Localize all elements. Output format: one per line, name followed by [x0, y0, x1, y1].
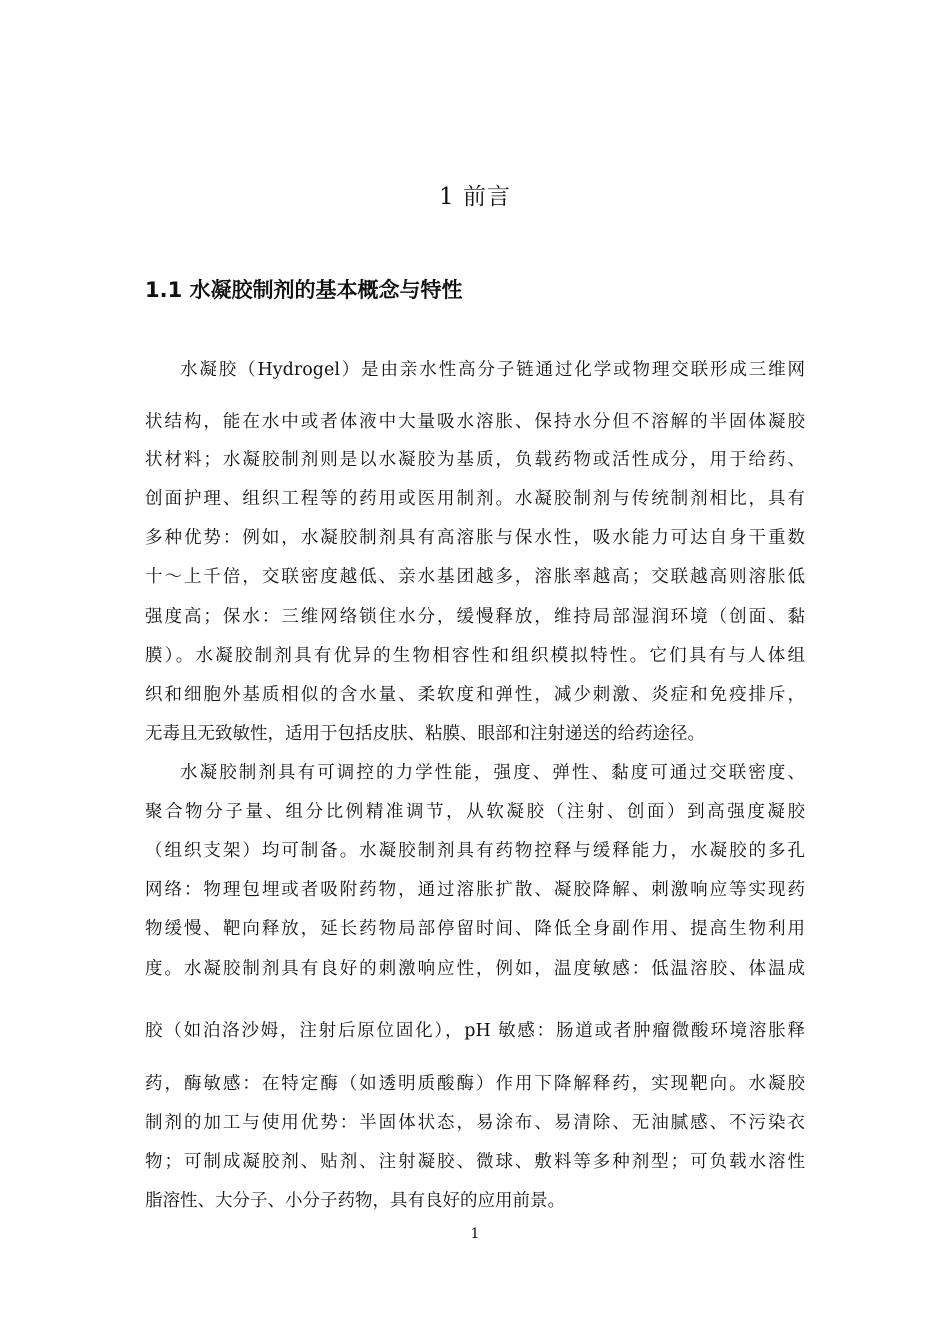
paragraph-line: 水凝胶（Hydrogel）是由亲水性高分子链通过化学或物理交联形成三维网: [180, 360, 805, 380]
paragraph-line: 无毒且无致敏性，适用于包括皮肤、粘膜、眼部和注射递送的给药途径。: [145, 724, 705, 744]
chapter-title: 1 前言: [439, 184, 511, 210]
paragraph-line: 胶（如泊洛沙姆，注射后原位固化），pH 敏感：肠道或者肿瘤微酸环境溶胀释: [145, 1021, 805, 1041]
paragraph-line: 水凝胶制剂具有可调控的力学性能，强度、弹性、黏度可通过交联密度、: [180, 763, 805, 783]
paragraph-line: 创面护理、组织工程等的药用或医用制剂。水凝胶制剂与传统制剂相比，具有: [145, 489, 805, 509]
paragraph-line: 十～上千倍，交联密度越低、亲水基团越多，溶胀率越高；交联越高则溶胀低: [145, 567, 805, 587]
paragraph-line: 状材料；水凝胶制剂则是以水凝胶为基质，负载药物或活性成分，用于给药、: [145, 450, 805, 470]
paragraph-line: 强度高；保水：三维网络锁住水分，缓慢释放，维持局部湿润环境（创面、黏: [145, 607, 805, 627]
paragraph-line: 物缓慢、靶向释放，延长药物局部停留时间、降低全身副作用、提高生物利用: [145, 919, 805, 939]
paragraph-line: 度。水凝胶制剂具有良好的刺激响应性，例如，温度敏感：低温溶胶、体温成: [145, 959, 805, 979]
page-number: 1: [470, 1226, 480, 1242]
paragraph-line: （组织支架）均可制备。水凝胶制剂具有药物控释与缓释能力，水凝胶的多孔: [145, 841, 805, 861]
paragraph-line: 网络：物理包埋或者吸附药物，通过溶胀扩散、凝胶降解、刺激响应等实现药: [145, 880, 805, 900]
paragraph-line: 物；可制成凝胶剂、贴剂、注射凝胶、微球、敷料等多种剂型；可负载水溶性: [145, 1152, 805, 1172]
paragraph-line: 药，酶敏感：在特定酶（如透明质酸酶）作用下降解释药，实现靶向。水凝胶: [145, 1074, 805, 1094]
section-title: 1.1 水凝胶制剂的基本概念与特性: [145, 278, 463, 302]
paragraph-line: 聚合物分子量、组分比例精准调节，从软凝胶（注射、创面）到高强度凝胶: [145, 802, 805, 822]
paragraph-line: 状结构，能在水中或者体液中大量吸水溶胀、保持水分但不溶解的半固体凝胶: [145, 412, 805, 432]
paragraph-line: 制剂的加工与使用优势：半固体状态，易涂布、易清除、无油腻感、不污染衣: [145, 1113, 805, 1133]
paragraph-line: 织和细胞外基质相似的含水量、柔软度和弹性，减少刺激、炎症和免疫排斥，: [145, 685, 805, 705]
paragraph-line: 膜）。水凝胶制剂具有优异的生物相容性和组织模拟特性。它们具有与人体组: [145, 646, 805, 666]
paragraph-line: 脂溶性、大分子、小分子药物，具有良好的应用前景。: [145, 1191, 565, 1211]
paragraph-line: 多种优势：例如，水凝胶制剂具有高溶胀与保水性，吸水能力可达自身干重数: [145, 528, 805, 548]
